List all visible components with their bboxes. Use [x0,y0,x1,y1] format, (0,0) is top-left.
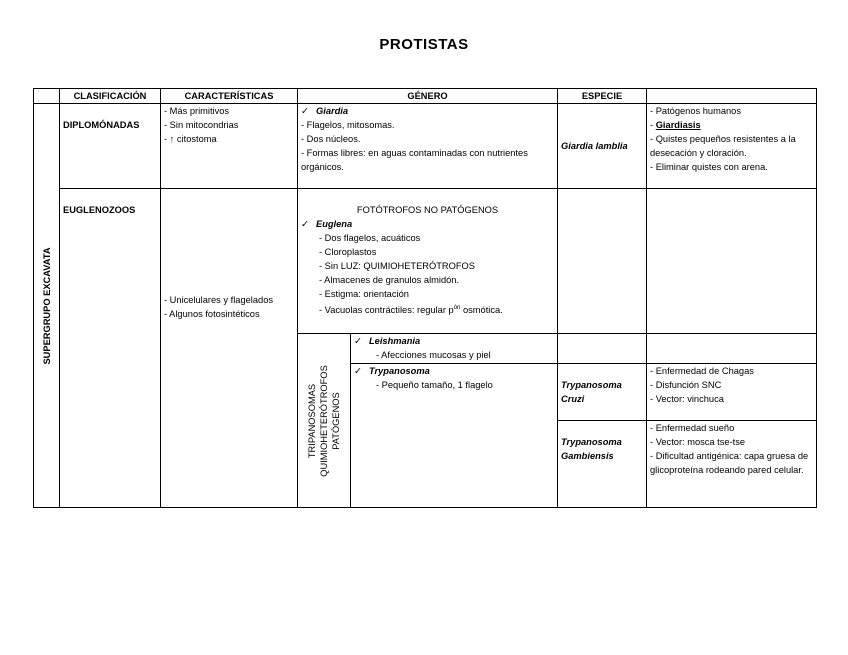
header-blank-right [647,89,817,104]
nota-item: - Enfermedad de Chagas [650,366,754,376]
especie-trypanosoma-gambiensis: Trypanosoma Gambiensis [558,421,647,508]
check-icon: ✓ [354,336,362,346]
euglena-item: - Almacenes de granulos almidón. [319,275,460,285]
genero-trypanosoma [351,364,558,508]
tripanosomas-cell [298,334,351,508]
header-clasificacion: CLASIFICACIÓN [60,89,161,104]
supergroup-cell [34,104,60,508]
nota-giardiasis: Giardiasis [655,120,701,130]
caracteristica-item: - Unicelulares y flagelados [164,295,274,305]
caracteristica-item: - Algunos fotosintéticos [164,309,260,319]
genero-item: - Formas libres: en aguas contaminadas con nutrientes orgánicos. [301,148,528,172]
header-blank-left [34,89,60,104]
euglena-item: - Estigma: orientación [319,289,409,299]
genus-euglena: Euglena [316,219,353,229]
genus-giardia: Giardia [316,106,349,116]
notas-giardia [647,104,817,189]
nota-dash: - [650,120,656,130]
genero-item: - Flagelos, mitosomas. [301,120,395,130]
row-diplomonadas [34,104,817,189]
header-genero: GÉNERO [298,89,558,104]
check-icon: ✓ [301,106,309,116]
header-especie: ESPECIE [558,89,647,104]
genero-item: - Dos núcleos. [301,134,361,144]
nota-item: - Patógenos humanos [650,106,741,116]
nota-item: - Enfermedad sueño [650,423,735,433]
vacuolas-text: - Vacuolas contráctiles: regular p [319,305,454,316]
tripano-label-line: TRIPANOSOMAS [307,383,317,458]
euglena-item-vacuolas [301,301,554,317]
genus-trypanosoma: Trypanosoma [369,366,430,376]
vacuolas-text-end: osmótica. [460,305,503,316]
vacuolas-sup: ón [453,305,461,311]
especie-euglena-empty [558,189,647,334]
notas-leishmania-empty [647,334,817,364]
leishmania-item: - Afecciones mucosas y piel [376,350,491,360]
nota-item: - Dificultad antigénica: capa gruesa de glicoproteína rodeando pared celular. [650,451,809,475]
caracteristica-item: - Más primitivos [164,106,230,116]
caracteristica-item: - ↑ citostoma [164,134,217,144]
tripano-label-line: QUIMIOHETERÓTROFOS [319,364,329,477]
genero-giardia [298,104,558,189]
euglena-item: - Cloroplastos [319,247,377,257]
tripanosomas-label [306,365,342,477]
especie-leishmania-empty [558,334,647,364]
caracteristicas-diplomonadas [161,104,298,189]
caracteristica-item: - Sin mitocondrias [164,120,239,130]
nota-item: - Vector: vinchuca [650,394,724,404]
nota-item: - Eliminar quistes con arena. [650,162,768,172]
check-icon: ✓ [354,366,362,376]
page-title: PROTISTAS [379,36,469,53]
check-icon: ✓ [301,219,309,229]
notas-gambiensis [647,421,817,508]
header-caracteristicas: CARACTERÍSTICAS [161,89,298,104]
nota-item: - Vector: mosca tse-tse [650,437,746,447]
genero-leishmania [351,334,558,364]
trypanosoma-item: - Pequeño tamaño, 1 flagelo [376,380,493,390]
nota-item: - Disfunción SNC [650,380,722,390]
fototrofos-header: FOTÓTROFOS NO PATÓGENOS [356,205,499,215]
protistas-table [33,88,817,508]
euglena-item: - Dos flagelos, acuáticos [319,233,421,243]
clasificacion-diplomonadas: DIPLOMÓNADAS [60,104,161,189]
especie-giardia-lamblia: Giardia lamblia [558,104,647,189]
notas-cruzi [647,364,817,421]
caracteristicas-euglenozoos [161,189,298,508]
euglena-item: - Sin LUZ: QUIMIOHETERÓTROFOS [319,261,475,271]
genus-leishmania: Leishmania [369,336,421,346]
tripano-label-line: PATÓGENOS [331,391,341,450]
genero-euglena [298,189,558,334]
row-euglena [34,189,817,334]
notas-euglena-empty [647,189,817,334]
header-row [34,89,817,104]
especie-trypanosoma-cruzi: Trypanosoma Cruzi [558,364,647,421]
supergroup-label: SUPERGRUPO EXCAVATA [41,246,52,365]
nota-item: - Quistes pequeños resistentes a la desecación y cloración. [650,134,796,158]
clasificacion-euglenozoos: EUGLENOZOOS [60,189,161,508]
